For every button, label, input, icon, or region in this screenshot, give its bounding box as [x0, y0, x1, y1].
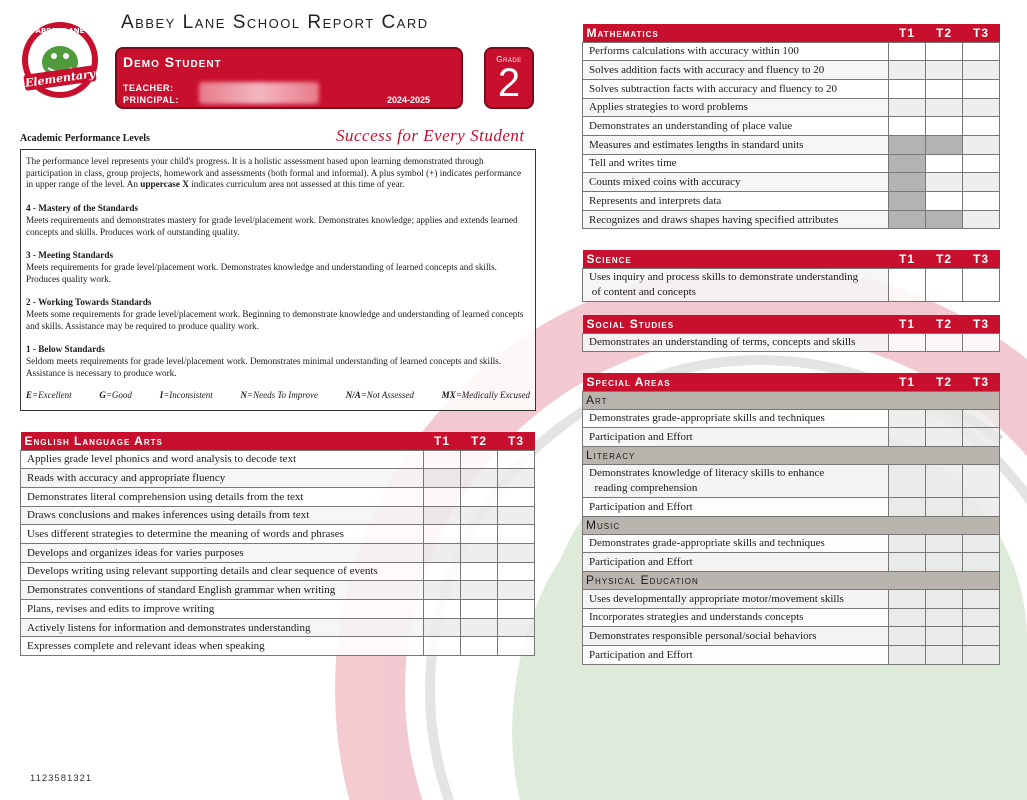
- grade-cell: [461, 618, 498, 637]
- skill-label: Uses different strategies to determine the meaning of words and phrases: [21, 525, 424, 544]
- table-row: [583, 464, 1000, 497]
- grade-cell: [889, 589, 926, 608]
- grade-cell: [926, 589, 963, 608]
- term-header: T1: [889, 373, 926, 391]
- grade-cell: [889, 135, 926, 154]
- grade-cell: [926, 409, 963, 428]
- grade-cell: [498, 450, 535, 469]
- grade-cell: [963, 589, 1000, 608]
- report-title: Abbey Lane School Report Card: [121, 12, 429, 33]
- skill-label: Demonstrates grade-appropriate skills and techniques: [583, 409, 889, 428]
- table-row: [583, 61, 1000, 80]
- grade-cell: [963, 79, 1000, 98]
- grade-cell: [424, 562, 461, 581]
- performance-intro: The performance level represents your child's progress. It is a holistic assessment based upon learning demonstrated through participation in class, group projects, homework and assessments (both formal and informal). A plus symbol (+) indicates performance in upper range of the level. An uppercase X indicates curriculum area not assessed at this time of year.: [26, 156, 522, 190]
- grade-cell: [926, 79, 963, 98]
- math-header: [583, 24, 1000, 42]
- grade-cell: [461, 469, 498, 488]
- skill-label: Demonstrates literal comprehension using details from the text: [21, 487, 424, 506]
- subsection-literacy: Literacy: [583, 446, 1000, 464]
- term-header: T3: [963, 250, 1000, 268]
- grade-cell: [926, 98, 963, 117]
- grade-cell: [963, 135, 1000, 154]
- grade-cell: [461, 487, 498, 506]
- term-header: T2: [926, 24, 963, 42]
- subsection-pe: Physical Education: [583, 571, 1000, 589]
- table-row: [583, 333, 1000, 352]
- grade-cell: [963, 333, 1000, 352]
- student-info-box: [115, 47, 463, 109]
- skill-label: Represents and interprets data: [583, 192, 889, 211]
- special-heading: Special Areas: [583, 373, 889, 391]
- grade-cell: [926, 135, 963, 154]
- grade-cell: [963, 627, 1000, 646]
- grade-cell: [461, 600, 498, 619]
- performance-levels-box: [20, 149, 536, 411]
- grade-cell: [963, 61, 1000, 80]
- grade-cell: [926, 428, 963, 447]
- skill-label: Participation and Effort: [583, 497, 889, 516]
- level-2: 2 - Working Towards Standards Meets some requirements for grade level/placement work. Beginning to demonstrate knowledge and understanding of learned concepts and skills. Assistance may be required to produce quality work.: [26, 297, 524, 331]
- table-row: [583, 192, 1000, 211]
- svg-text:ABBEY LANE: ABBEY LANE: [35, 27, 85, 35]
- grade-cell: [926, 268, 963, 301]
- table-row: [583, 646, 1000, 665]
- grade-legend: [26, 390, 530, 402]
- table-row: [21, 487, 535, 506]
- legend-item: G=Good: [99, 389, 132, 400]
- grade-cell: [461, 543, 498, 562]
- science-table: [582, 250, 1000, 302]
- skill-label: Participation and Effort: [583, 646, 889, 665]
- grade-cell: [498, 581, 535, 600]
- school-logo: [20, 20, 100, 100]
- grade-cell: [926, 42, 963, 61]
- grade-cell: [963, 534, 1000, 553]
- math-heading: Mathematics: [583, 24, 889, 42]
- legend-item: MX=Medically Excused: [441, 389, 530, 400]
- grade-cell: [889, 627, 926, 646]
- term-header: T2: [926, 315, 963, 333]
- term-header: T2: [926, 373, 963, 391]
- grade-cell: [424, 487, 461, 506]
- document-id: 1123581321: [30, 773, 93, 784]
- table-row: [21, 618, 535, 637]
- grade-cell: [498, 600, 535, 619]
- grade-cell: [498, 525, 535, 544]
- table-row: [583, 42, 1000, 61]
- grade-cell: [963, 173, 1000, 192]
- skill-label: Recognizes and draws shapes having specified attributes: [583, 210, 889, 229]
- grade-cell: [889, 409, 926, 428]
- table-row: [583, 117, 1000, 136]
- grade-cell: [963, 464, 1000, 497]
- term-header: T2: [461, 432, 498, 450]
- grade-label: Grade: [496, 55, 522, 64]
- legend-item: N/A=Not Assessed: [345, 389, 414, 400]
- grade-cell: [498, 618, 535, 637]
- table-row: [21, 543, 535, 562]
- grade-cell: [926, 154, 963, 173]
- legend-item: N=Needs To Improve: [240, 389, 318, 400]
- table-row: [21, 581, 535, 600]
- grade-cell: [889, 192, 926, 211]
- grade-cell: [889, 61, 926, 80]
- level-3: 3 - Meeting Standards Meets requirements for grade level/placement work. Demonstrates knowledge and understanding of learned concepts and skills. Produces quality work.: [26, 250, 497, 284]
- grade-cell: [926, 117, 963, 136]
- grade-cell: [498, 487, 535, 506]
- term-header: T2: [926, 250, 963, 268]
- skill-label: Uses developmentally appropriate motor/movement skills: [583, 589, 889, 608]
- skill-label: Plans, revises and edits to improve writing: [21, 600, 424, 619]
- grade-cell: [424, 450, 461, 469]
- skill-label: Uses inquiry and process skills to demonstrate understanding of content and concepts: [583, 268, 889, 301]
- skill-label: Applies grade level phonics and word analysis to decode text: [21, 450, 424, 469]
- grade-cell: [926, 173, 963, 192]
- table-row: [583, 497, 1000, 516]
- table-row: [583, 154, 1000, 173]
- special-areas-table: [582, 373, 1000, 665]
- grade-cell: [889, 333, 926, 352]
- legend-item: E=Excellent: [26, 389, 72, 400]
- skill-label: Solves addition facts with accuracy and fluency to 20: [583, 61, 889, 80]
- grade-cell: [926, 497, 963, 516]
- table-row: [583, 428, 1000, 447]
- skill-label: Measures and estimates lengths in standard units: [583, 135, 889, 154]
- term-header: T1: [889, 315, 926, 333]
- term-header: T3: [963, 373, 1000, 391]
- grade-cell: [963, 409, 1000, 428]
- grade-cell: [461, 581, 498, 600]
- skill-label: Tell and writes time: [583, 154, 889, 173]
- grade-cell: [498, 506, 535, 525]
- grade-cell: [963, 608, 1000, 627]
- table-row: [583, 98, 1000, 117]
- science-heading: Science: [583, 250, 889, 268]
- skill-label: Participation and Effort: [583, 428, 889, 447]
- grade-cell: [461, 506, 498, 525]
- table-row: [583, 268, 1000, 301]
- skill-label: Solves subtraction facts with accuracy and fluency to 20: [583, 79, 889, 98]
- social-heading: Social Studies: [583, 315, 889, 333]
- grade-cell: [889, 553, 926, 572]
- skill-label: Draws conclusions and makes inferences using details from text: [21, 506, 424, 525]
- grade-cell: [926, 608, 963, 627]
- grade-cell: [926, 210, 963, 229]
- social-header: [583, 315, 1000, 333]
- grade-cell: [926, 646, 963, 665]
- grade-cell: [963, 268, 1000, 301]
- skill-label: Expresses complete and relevant ideas when speaking: [21, 637, 424, 656]
- term-header: T3: [963, 315, 1000, 333]
- skill-label: Demonstrates responsible personal/social behaviors: [583, 627, 889, 646]
- table-row: [21, 600, 535, 619]
- skill-label: Develops writing using relevant supporting details and clear sequence of events: [21, 562, 424, 581]
- skill-label: Demonstrates conventions of standard English grammar when writing: [21, 581, 424, 600]
- term-header: T3: [498, 432, 535, 450]
- grade-cell: [498, 637, 535, 656]
- grade-cell: [963, 646, 1000, 665]
- grade-cell: [424, 469, 461, 488]
- grade-cell: [889, 497, 926, 516]
- grade-cell: [889, 646, 926, 665]
- grade-cell: [963, 553, 1000, 572]
- grade-cell: [926, 61, 963, 80]
- grade-cell: [889, 210, 926, 229]
- table-row: [583, 553, 1000, 572]
- grade-cell: [424, 506, 461, 525]
- table-row: [21, 469, 535, 488]
- grade-cell: [926, 534, 963, 553]
- science-header: [583, 250, 1000, 268]
- table-row: [21, 637, 535, 656]
- table-row: [583, 608, 1000, 627]
- grade-cell: [889, 79, 926, 98]
- grade-cell: [926, 333, 963, 352]
- grade-cell: [424, 600, 461, 619]
- grade-cell: [889, 268, 926, 301]
- grade-cell: [963, 192, 1000, 211]
- grade-value: 2: [497, 61, 521, 105]
- grade-cell: [926, 192, 963, 211]
- skill-label: Counts mixed coins with accuracy: [583, 173, 889, 192]
- table-row: [583, 79, 1000, 98]
- student-name: Demo Student: [123, 54, 222, 70]
- table-row: [21, 562, 535, 581]
- skill-label: Participation and Effort: [583, 553, 889, 572]
- table-row: [583, 135, 1000, 154]
- svg-text:Elementary: Elementary: [24, 67, 96, 90]
- table-row: [583, 534, 1000, 553]
- grade-cell: [889, 534, 926, 553]
- legend-item: I=Inconsistent: [159, 389, 213, 400]
- grade-cell: [963, 98, 1000, 117]
- term-header: T1: [424, 432, 461, 450]
- skill-label: Demonstrates knowledge of literacy skills to enhance reading comprehension: [583, 464, 889, 497]
- math-table: [582, 24, 1000, 229]
- grade-cell: [424, 581, 461, 600]
- grade-cell: [889, 117, 926, 136]
- ela-heading: English Language Arts: [21, 432, 424, 450]
- skill-label: Performs calculations with accuracy within 100: [583, 42, 889, 61]
- grade-cell: [963, 428, 1000, 447]
- grade-cell: [461, 637, 498, 656]
- grade-cell: [498, 543, 535, 562]
- term-header: T1: [889, 250, 926, 268]
- skill-label: Demonstrates an understanding of place value: [583, 117, 889, 136]
- school-year: 2024-2025: [387, 95, 431, 105]
- grade-cell: [889, 428, 926, 447]
- grade-cell: [889, 42, 926, 61]
- grade-cell: [926, 553, 963, 572]
- level-4: 4 - Mastery of the Standards Meets requirements and demonstrates mastery for grade level/placement work. Demonstrates knowledge; applies and extends learned concepts and skills. Produces work of outstanding quality.: [26, 203, 518, 237]
- special-header: [583, 373, 1000, 391]
- grade-cell: [963, 210, 1000, 229]
- grade-cell: [926, 627, 963, 646]
- motto: Success for Every Student: [336, 126, 525, 145]
- table-row: [21, 506, 535, 525]
- ela-table: [20, 432, 535, 656]
- grade-box: [484, 47, 534, 109]
- term-header: T3: [963, 24, 1000, 42]
- grade-cell: [963, 497, 1000, 516]
- table-row: [583, 409, 1000, 428]
- grade-cell: [889, 98, 926, 117]
- grade-cell: [926, 464, 963, 497]
- subsection-music: Music: [583, 516, 1000, 534]
- grade-cell: [498, 469, 535, 488]
- skill-label: Reads with accuracy and appropriate fluency: [21, 469, 424, 488]
- grade-cell: [461, 450, 498, 469]
- skill-label: Incorporates strategies and understands concepts: [583, 608, 889, 627]
- grade-cell: [963, 117, 1000, 136]
- principal-label: PRINCIPAL:: [123, 95, 179, 105]
- grade-cell: [889, 464, 926, 497]
- teacher-label: TEACHER:: [123, 83, 174, 93]
- table-row: [583, 173, 1000, 192]
- grade-cell: [424, 525, 461, 544]
- skill-label: Demonstrates an understanding of terms, concepts and skills: [583, 333, 889, 352]
- term-header: T1: [889, 24, 926, 42]
- skill-label: Applies strategies to word problems: [583, 98, 889, 117]
- subsection-art: Art: [583, 391, 1000, 409]
- redacted-names: [199, 82, 319, 104]
- table-row: [21, 525, 535, 544]
- table-row: [21, 450, 535, 469]
- table-row: [583, 589, 1000, 608]
- skill-label: Demonstrates grade-appropriate skills and techniques: [583, 534, 889, 553]
- grade-cell: [889, 154, 926, 173]
- grade-cell: [963, 154, 1000, 173]
- grade-cell: [461, 562, 498, 581]
- grade-cell: [963, 42, 1000, 61]
- table-row: [583, 210, 1000, 229]
- ela-header: [21, 432, 535, 450]
- grade-cell: [424, 543, 461, 562]
- grade-cell: [424, 637, 461, 656]
- level-1: 1 - Below Standards Seldom meets requirements for grade level/placement work. Demonstrates minimal understanding of learned concepts and skills. Assistance is necessary to produce work.: [26, 344, 502, 378]
- grade-cell: [461, 525, 498, 544]
- grade-cell: [889, 608, 926, 627]
- performance-heading: Academic Performance Levels: [20, 133, 150, 144]
- grade-cell: [424, 618, 461, 637]
- grade-cell: [889, 173, 926, 192]
- table-row: [583, 627, 1000, 646]
- grade-cell: [498, 562, 535, 581]
- skill-label: Actively listens for information and demonstrates understanding: [21, 618, 424, 637]
- social-studies-table: [582, 315, 1000, 352]
- skill-label: Develops and organizes ideas for varies purposes: [21, 543, 424, 562]
